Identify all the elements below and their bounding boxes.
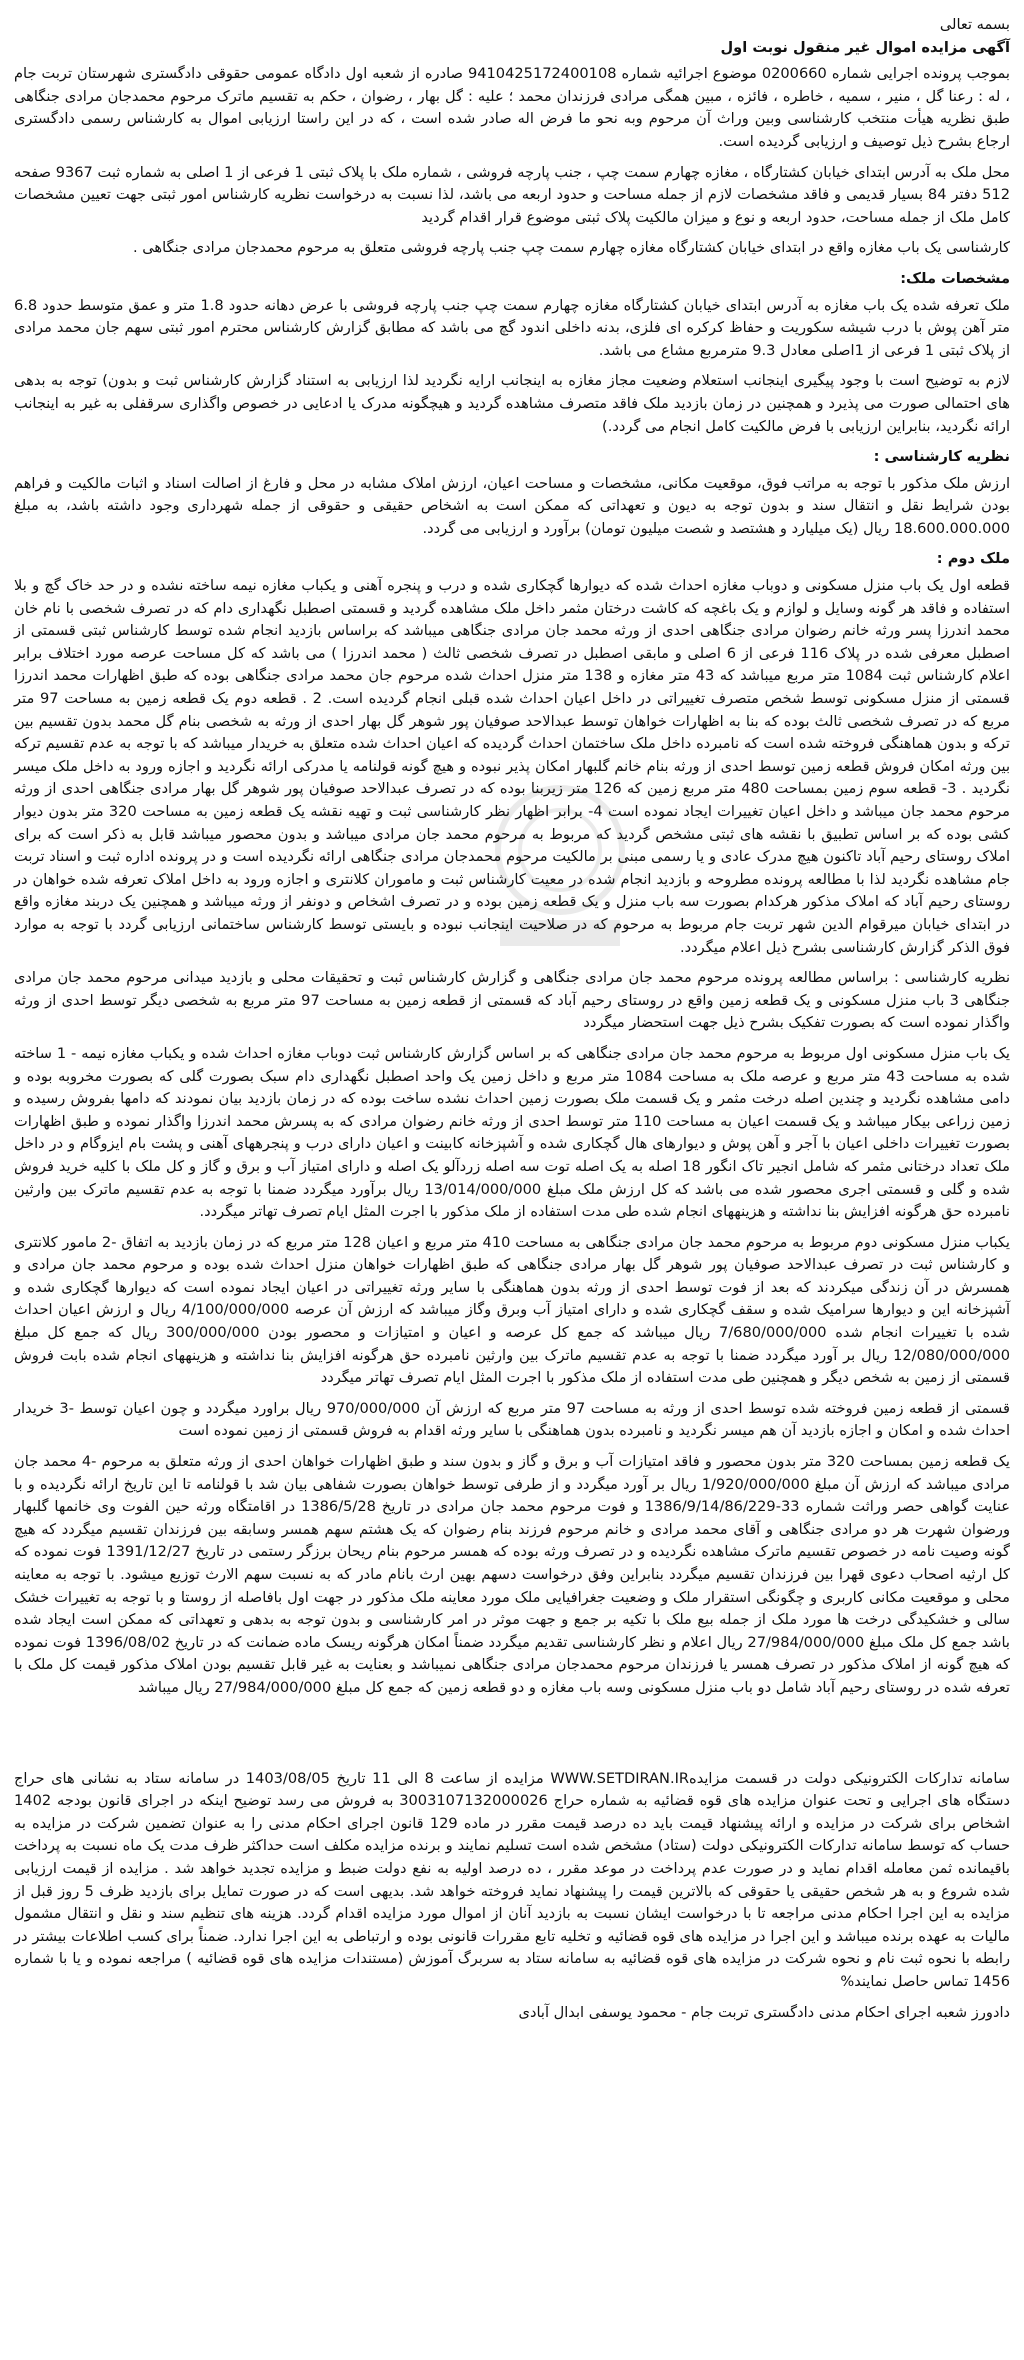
intro-paragraph: بموجب پرونده اجرایی شماره 0200660 موضوع اجرائیه شماره 9410425172400108 صادره از شعبه اول دادگاه عمومی حقوقی دادگستری شهرستان تربت جام ، له : رعنا گل ، منیر ، سمیه ، خاطره ، فائزه ، مبین همگی مرادی فرزندان محمد ؛ علیه : گل بهار ، رضوان ، حکم به تقسیم ماترک مرحوم محمدجان مرادی جنگاهی طبق نظریه هیأت منتخب کارشناسی وبین وراث آن مرحوم وبه نحو ما فرض اله صادر شده است ، که در این راستا ارزیابی اموال به کارشناس رسمی دادگستری ارجاع بشرح ذیل توصیف و ارزیابی گردیده است. bbox=[14, 65, 1010, 150]
header-basmala: بسمه تعالی bbox=[939, 16, 1010, 33]
auction-paragraph: سامانه تدارکات الکترونیکی دولت در قسمت مزایدهWWW.SETDIRAN.IR مزایده از ساعت 8 الی 11 تاریخ 1403/08/05 در سامانه ستاد به نشانی های حراج دستگاه های اجرایی و تحت عنوان مزایده های قوه قضائیه به شماره حراج 3003107132000026 به فروش می رسد توضیح اینکه در اجرای قانون بودجه 1402 اشخاص برای شرکت در مزایده و ارائه پیشنهاد قیمت باید ده درصد قیمت مقرر در ماده 129 قانون اجرای احکام مدنی را به عنوان تضمین شرکت در مزایده به حساب که توسط سامانه تدارکات الکترونیکی دولت (ستاد) مشخص شده است تسلیم نمایند و برنده مزایده مکلف است حداکثر ظرف مدت یک ماه نسبت به پرداخت باقیمانده ثمن معامله اقدام نماید و در صورت عدم پرداخت در موعد مقرر ، ده درصد اولیه به نفع دولت ضبط و مزایده تجدید خواهد شد . مزایده از قیمت ارزیابی شده شروع و به هر شخص حقیقی یا حقوقی که بالاترین قیمت را پیشنهاد نماید فروخته خواهد شد. بدیهی است که در صورت تمایل برای بازدید ظرف 5 روز قبل از مزایده به این اجرا احکام مدنی مراجعه تا با درخواست ایشان نسبت به بازدید آنان از اموال مورد مزایده اقدام گردد. هزینه های تنظیم سند و نقل و انتقال مشمول مالیات به عهده برنده میباشد و این اجرا در مزایده های قوه قضائیه و تخلیه تابع مقررات قانونی بوده و ارتباطی به این اجرا ندارد. ضمناً برای کسب اطلاعات بیشتر در رابطه با نحوه ثبت نام و نحوه شرکت در مزایده های قوه قضائیه به سامانه ستاد به سربرگ آموزش (مستندات مزایده های قوه قضائیه ) مراجعه نموده و یا با شماره 1456 تماس حاصل نمایند% bbox=[14, 1769, 1011, 1990]
expertise-summary: کارشناسی یک باب مغازه واقع در ابتدای خیابان کشتارگاه مغازه چهارم سمت چپ جنب پارچه فروشی متعلق به مرحوم محمدجان مرادی جنگاهی . bbox=[132, 239, 1010, 257]
item-two-paragraph: یکباب منزل مسکونی دوم مربوط به مرحوم محمد جان مرادی جنگاهی به مساحت 410 متر مربع و اعیان 128 متر مربع که در زمان بازدید به اتفاق -2 مامور کلانتری و کارشناس ثبت در تصرف عبدالاحد صوفیان پور شوهر گل بهار مرادی جنگاهی که طبق اظهارات خواهان منزل احداث شده بوده و مرحوم محمد جان مرادی و همسرش در آن زندگی میکردند که بعد از فوت توسط احدی از ورثه بدون هماهنگی با سایر ورثه تغییراتی در اعیان ایجاد نموده است که دیوارها گچکاری شده و آشپزخانه این و دیوارها سرامیک شده و سقف گچکاری شده و دارای امتیاز آب وبرق وگاز میباشد که ارزش آن عرصه 4/100/000/000 ریال و ارزش اعیان احداث شده با تغییرات انجام شده 7/680/000/000 ریال میباشد که جمع کل عرصه و اعیان و امتیازات و محصور بودن 300/000/000 ریال که جمع کل مبلغ 12/080/000/000 ریال بر آورد میگردد ضمنا با توجه به عدم تقسیم ماترک بین وارثین نامبرده حق هرگونه افزایش بنا نداشته و هزینههای انجام شده بابت فروش قسمتی از زمین به شخص دیگر و همچنین طی مدت استفاده از ملک مذکور با اجرت المثل ایام تصرف تهاتر میگردد bbox=[14, 1233, 1011, 1387]
item-one-paragraph: یک باب منزل مسکونی اول مربوط به مرحوم محمد جان مرادی جنگاهی که بر اساس گزارش کارشناس ثبت دوباب مغازه احداث شده و یکباب مغازه نیمه - 1 ساخته شده به مساحت 43 متر مربع و عرصه ملک به مساحت 1084 متر مربع و داخل زمین یک واحد اصطبل نگهداری دام سبک بصورت گلی که بصورت مخروبه بوده و دامی مشاهده نگردید و چندین اصله درخت مثمر و یک قسمت ملک بصورت زمین احداث نشده ساخت بوده که در زمان بازدید بیان نمودند که دامها بفروش رسیده و زمین زراعی بیکار میباشد و یک قسمت اعیان به مساحت 110 متر توسط احدی از ورثه خانم رضوان مرادی که به پسرش محمد اندرزا واگذار نموده و طبق اظهارات بصورت تغییرات داخلی اعیان با آجر و آهن پوش و دیوارهای هال گچکاری شده و آشپزخانه کابینت و اعیان دارای درب و پنجرههای آهنی و پشت بام ایزوگام و در داخل ملک تعداد درختانی مثمر که شامل انجیر تاک انگور 18 اصله به یک اصله توت سه اصله زردآلو یک اصله و دارای امتیاز آب و برق و گاز و کل ملک با کلیه خرید فروش شده و گلی و قسمتی اجری محصور شده می باشد که کل ارزش ملک مبلغ 13/014/000/000 ریال برآورد میگردد ضمنا با توجه به عدم تقسیم ماترک بین وارثین نامبرده حق هرگونه افزایش بنا نداشته و هزینههای انجام شده طی مدت استفاده از ملک مذکور با اجرت المثل ایام تصرف تهاتر میگردد. bbox=[14, 1044, 1011, 1221]
section-spacer bbox=[14, 1708, 1010, 1768]
features-heading: مشخصات ملک: bbox=[900, 269, 1010, 287]
notice-title: آگهی مزایده اموال غیر منقول نوبت اول bbox=[720, 38, 1010, 56]
note-paragraph: لازم به توضیح است با وجود پیگیری اینجانب استعلام وضعیت مجاز مغازه به اینجانب ارایه نگردید لذا ارزیابی به استناد گزارش کارشناس ثبت و بدون) توجه به بدهی های احتمالی صورت می پذیرد و همچنین در زمان بازدید ملک فاقد متصرف مشاهده گردید و هیچگونه مدرک یا ادعایی در خصوص واگذاری سرقفلی به غیر به اینجانب ارائه نگردید، بنابراین ارزیابی با فرض مالکیت کامل انجام می گردد.) bbox=[14, 372, 1010, 435]
item-three-paragraph: قسمتی از قطعه زمین فروخته شده توسط احدی از ورثه به مساحت 97 متر مربع که ارزش آن 970/000/000 ریال براورد میگردد و چون اعیان توسط -3 خریدار احداث شده و امکان و اجازه بازدید آن هم میسر نگردید و نامبرده بدون هماهنگی با سایر ورثه اقدام به فروش قسمتی از زمین نموده است bbox=[14, 1399, 1010, 1440]
property-two-heading: ملک دوم : bbox=[936, 550, 1010, 568]
opinion-two-paragraph: نظریه کارشناسی : براساس مطالعه پرونده مرحوم محمد جان مرادی جنگاهی و گزارش کارشناس ثبت و تحقیقات محلی و بازدید میدانی مرحوم محمد جان مرادی جنگاهی 3 باب منزل مسکونی و یک قطعه زمین واقع در روستای رحیم آباد که قسمتی از قطعه زمین به مساحت 97 متر مربع به شخصی دیگر توسط احدی از ورثه واگذار نموده است که بصورت تفکیک بشرح ذیل جهت استحضار میگردد bbox=[14, 969, 1010, 1032]
signature-line: دادورز شعبه اجرای احکام مدنی دادگستری تربت جام - محمود یوسفی ابدال آبادی bbox=[518, 2003, 1010, 2021]
features-paragraph: ملک تعرفه شده یک باب مغازه به آدرس ابتدای خیابان کشتارگاه مغازه چهارم سمت چپ جنب پارچه فروشی با عرض دهانه حدود 1.8 متر و عمق متوسط حدود 6.8 متر آهن پوش با درب شیشه سکوریت و حفاظ کرکره ای فلزی، بدنه داخلی اندود گچ می باشد که مطابق گزارش کارشناس محترم امور ثبتی سهم جان محمد مرادی از پلاک ثبتی 1 فرعی از 1اصلی معادل 9.3 مترمربع مشاع می باشد. bbox=[14, 296, 1011, 359]
item-four-paragraph: یک قطعه زمین بمساحت 320 متر بدون محصور و فاقد امتیازات آب و برق و گاز و بدون سند و طبق اظهارات خواهان احدی از ورثه متعلق به مرحوم -4 محمد جان مرادی میباشد که ارزش آن مبلغ 1/920/000/000 ریال بر آورد میگردد و از طرفی توسط خواهان بصورت شفاهی بیان شد با قولنامه تا این تاریخ ارائه نگردیده و با عنایت گواهی حصر وراثت شماره 33-1386/9/14/86/229 و فوت مرحوم محمد جان مرادی در تاریخ 1386/5/28 در اقامتگاه ورثه حین الفوت وی خانمها گلبهار ورضوان شهرت هر دو مرادی جنگاهی و آقای محمد مرادی و خانم مرحوم فرزند بنام رضوان که یک هشتم سهم همسر وسابقه بین فرزندان تقسیم میگردد که هیچ گونه وصیت نامه در خصوص تقسیم ماترک مشاهده نگردیده و در تصرف ورثه بوده که همسر مرحوم بنام ریحان برزگر رستمی در تاریخ 1391/12/27 فوت نموده که کل ارثیه اصحاب دعوی قهرا بین فرزندان تقسیم میگردد بنابراین وفق درخواست دسهم بهین ارث بانام مادر که به نسبت سهم الارث توزیع میشود. با توجه به معاینه محلی و موقعیت مکانی کاربری و چگونگی استقرار ملک و وضعیت جغرافیایی ملک مورد معاینه ملک مذکور در جهت اول بافاصله از روستا و با توجه به تغییرات خشک سالی و خشکیدگی درخت ها مورد ملک از جمله بیع ملک با تکیه بر جمع و جهت موثر در امر کارشناسی و بدون توجه به بدهی و تعهداتی که ممکن است ایجاد شده باشد جمع کل ملک مبلغ 27/984/000/000 ریال اعلام و نظر کارشناسی تقدیم میگردد ضمناً امکان هرگونه ریسک ماده ضمانت که در تاریخ 1396/08/02 فوت نموده که هیچ گونه از املاک مذکور در تصرف همسر یا فرزندان مرحوم محمدجان مرادی جنگاهی نمیباشد و بعنایت به غیر قابل تقسیم بودن املاک مذکور قیمت کل ملک با تعرفه شده در روستای رحیم آباد شامل دو باب منزل مسکونی وسه باب مغازه و دو قطعه زمین که جمع کل مبلغ 27/984/000/000 ریال میباشد bbox=[14, 1453, 1010, 1696]
location-paragraph: محل ملک به آدرس ابتدای خیابان کشتارگاه ، مغازه چهارم سمت چپ ، جنب پارچه فروشی ، شماره ملک با پلاک ثبتی 1 فرعی از 1 اصلی به شماره ثبت 9367 صفحه 512 دفتر 84 بسیار قدیمی و فاقد مشخصات لازم از جمله مساحت و حدود اربعه می باشد، لذا نسبت به درخواست نظریه کارشناس امور ثبتی جهت تعیین مشخصات کامل ملک از جمله مساحت، حدود اربعه و نوع و میزان مالکیت پلاک ثبتی موضوع قرار اقدام گردید bbox=[14, 163, 1010, 226]
expert-opinion-heading: نظریه کارشناسی : bbox=[873, 448, 1010, 466]
expert-opinion-paragraph: ارزش ملک مذکور با توجه به مراتب فوق، موقعیت مکانی، مشخصات و مساحت اعیان، ارزش املاک مشابه در محل و فارغ از اصالت اسناد و اثبات مالکیت و فراهم بودن شرایط نقل و انتقال سند و بدون توجه به دیون و تعهداتی که ممکن است به اشخاص حقیقی و حقوقی از جمله شهرداری وجود داشته باشد، به مبلغ 18.600.000.000 ریال (یک میلیارد و هشتصد و شصت میلیون تومان) برآورد و ارزیابی می گردد. bbox=[14, 474, 1010, 537]
property-two-paragraph: قطعه اول یک باب منزل مسکونی و دوباب مغازه احداث شده که دیوارها گچکاری شده و درب و پنجره آهنی و یکباب مغازه نیمه ساخته نشده و در حد خاک گچ و بلا استفاده و فاقد هر گونه وسایل و لوازم و یک باغچه که کاشت درختان مثمر داخل ملک مشاهده گردید و قسمتی اصطبل نگهداری دام که در تصرف شخصی با نام خان محمد اندرزا پسر ورثه خانم رضوان مرادی جنگاهی احدی از ورثه محمد جان مرادی جنگاهی میباشد که براساس بازدید انجام شده توسط کارشناس ثبتی قسمتی از اصطبل معرفی شده در پلاک 116 فرعی از 6 اصلی و مابقی اصطبل در تصرف شخصی ثالث ( محمد اندرزا ) می باشد که کل مساحت عرصه مورد اختلاف برابر اعلام کارشناس ثبت 1084 متر مربع میباشد که 43 متر مغازه و 138 متر منزل احداث شده مرحوم جان محمد مرادی جنگاهی بوده که طبق اظهارات محمد اندرزا قسمتی از منزل مسکونی توسط شخص متصرف تغییراتی در داخل اعیان احداث شده قبلی انجام گردیده است. 2 . قطعه دوم یک قطعه زمین به مساحت 97 متر مربع که در تصرف شخصی ثالث بوده که بنا به اظهارات خواهان توسط عبدالاحد صوفیان پور شوهر گل بهار احدی از ورثه به شخصی بنام گل محمد بدون تقسیم بین ترکه و بدون هماهنگی فروخته شده است که نامبرده داخل ملک ساختمان احداث گردیده که اعیان احداث شده متعلق به خریدار میباشد که با توجه به عدم تقسیم ترکه بین ورثه امکان فروش قطعه زمین توسط احدی از ورثه بنام خانم گلبهار امکان پذیر نبوده و هیچ گونه قولنامه یا مدرکی ارائه نگردید و اجازه ورود به داخل ملک میسر نگردید . 3- قطعه سوم زمین بمساحت 480 متر مربع زمین که 126 متر زیربنا بوده که در تصرف عبدالاحد صوفیان پور شوهر گل بهار مرادی جنگاهی احدی از ورثه مرحوم محمد جان میباشد و داخل اعیان تغییرات ایجاد نموده است 4- برابر اظهار نظر کارشناسی ثبت و تهیه نقشه یک قطعه زمین به مساحت 320 متر بدون دیوار کشی بوده که بر اساس تطبیق با نقشه های ثبتی مشخص گردید که مربوط به مرحوم محمد جان مرادی میباشد و بدون محصور میباشد قابل به ذکر است که برای املاک روستای رحیم آباد تاکنون هیچ مدرک عادی و یا رسمی مبنی بر مالکیت مرحوم محمدجان مرادی جنگاهی ارائه نگردیده است و در پرونده اداره ثبت و اسناد تربت جام مشاهده نگردید لذا با مطالعه پرونده مطروحه و بازدید انجام شده در معیت کارشناس ثبت و ماموران کلانتری و اجازه ورود به داخل املاک تعرفه شده خواهان در روستای رحیم آباد که املاک مذکور هرکدام بصورت سه باب منزل و یک قطعه زمین بوده و در تصرف اشخاص و دونفر از ورثه میباشد و همچنین یک دربند مغازه واقع در ابتدای خیابان میرقوام الدین شهر تربت جام مربوط به مرحوم که در صلاحیت اینجانب نبوده و بایستی توسط کارشناس ساختمانی ارزیابی گردد با توجه به موارد فوق الذکر گزارش کارشناسی بشرح ذیل اعلام میگردد. bbox=[14, 577, 1011, 956]
